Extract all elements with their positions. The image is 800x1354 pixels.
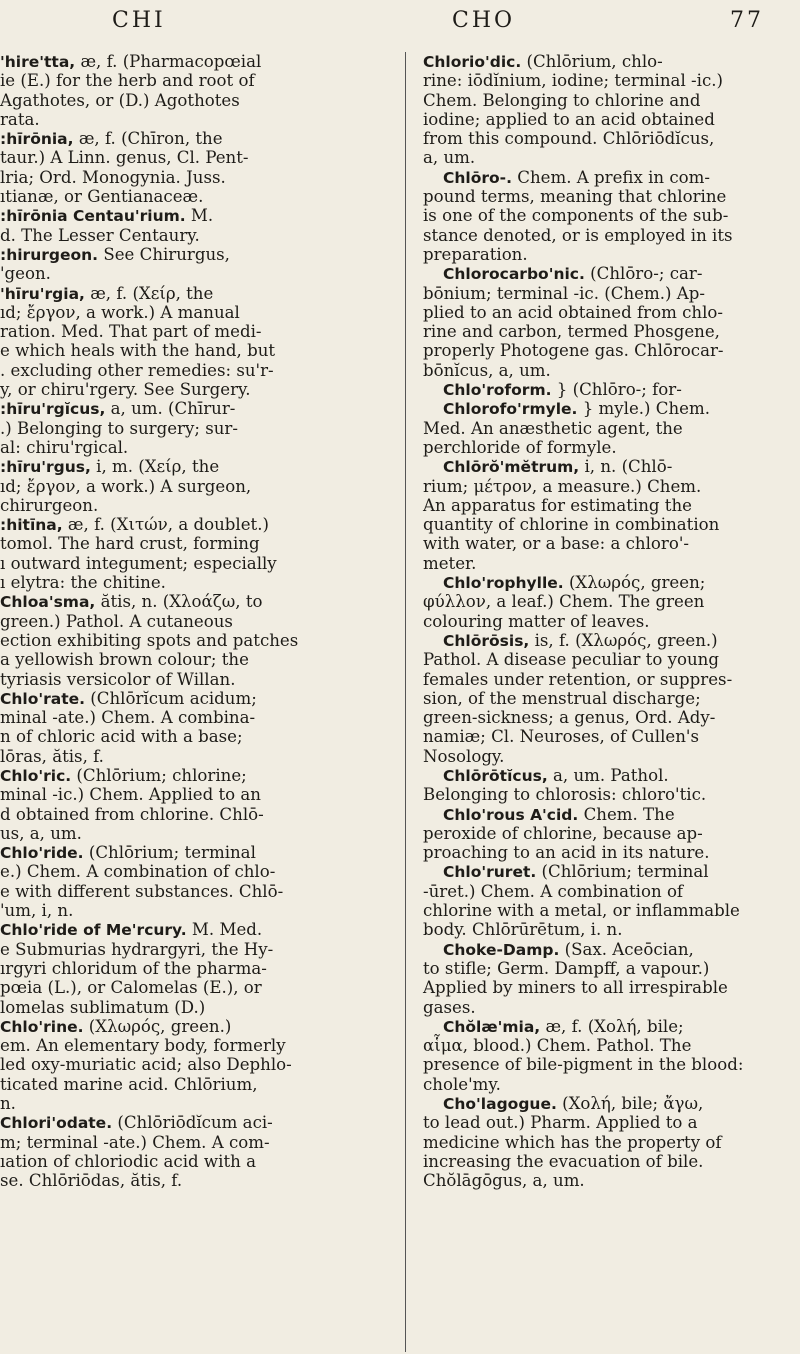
entry-headword: Chlo'rophylle. <box>443 574 564 593</box>
entry-text: minal -ate.) Chem. A combina- <box>0 708 256 728</box>
text-line <box>0 1152 392 1171</box>
entry-text: See Chirurgus, <box>98 244 230 264</box>
entry-text: a, um. Pathol. <box>547 765 669 785</box>
text-line <box>416 91 794 110</box>
entry-text: æ, f. (Pharmacopœial <box>75 52 262 71</box>
entry-headword: :hirurgeon. <box>0 245 99 264</box>
text-line <box>416 843 794 862</box>
text-line <box>0 727 392 746</box>
entry-text: ticated marine acid. Chlōrium, <box>0 1074 258 1094</box>
entry-text: n of chloric acid with a base; <box>0 727 243 747</box>
entry-text: led oxy-muriatic acid; also Dephlo- <box>0 1055 292 1075</box>
entry-headword: :hīru'rgus, <box>0 458 91 477</box>
text-line <box>416 264 794 283</box>
text-line <box>416 670 794 689</box>
text-line <box>0 515 392 534</box>
entry-text: with water, or a base: a chloro'- <box>423 534 690 554</box>
text-line <box>0 380 392 399</box>
text-line <box>0 805 392 824</box>
entry-text: æ, f. (Χολή, bile; <box>540 1016 684 1036</box>
entry-text: e Submurias hydrargyri, the Hy- <box>0 939 274 959</box>
text-line <box>0 226 392 245</box>
text-line <box>416 805 794 824</box>
text-line <box>0 303 392 322</box>
entry-headword: Chlo'ride of Me'rcury. <box>0 921 187 940</box>
text-line <box>416 573 794 592</box>
text-line <box>0 843 392 862</box>
text-line <box>416 1171 794 1190</box>
text-line <box>0 882 392 901</box>
entry-text: rium; μέτρον, a measure.) Chem. <box>423 476 702 496</box>
text-line <box>416 631 794 650</box>
entry-text: d. The Lesser Centaury. <box>0 225 200 245</box>
entry-text: pound terms, meaning that chlorine <box>423 187 727 207</box>
text-line <box>416 477 794 496</box>
entry-text: to stifle; Germ. Dampff, a vapour.) <box>423 958 710 978</box>
text-line <box>0 322 392 341</box>
entry-text: y, or chiru'rgery. See Surgery. <box>0 380 251 400</box>
entry-text: ıtianæ, or Gentianaceæ. <box>0 187 204 207</box>
entry-text: e.) Chem. A combination of chlo- <box>0 862 276 882</box>
entry-text: φύλλον, a leaf.) Chem. The green <box>423 592 705 612</box>
text-line <box>416 1133 794 1152</box>
text-line <box>416 612 794 631</box>
entry-text: females under retention, or suppres- <box>423 669 733 689</box>
entry-text: peroxide of chlorine, because ap- <box>423 823 703 843</box>
text-line <box>0 129 392 148</box>
entry-text: Chem. Belonging to chlorine and <box>423 90 701 110</box>
text-line <box>0 496 392 515</box>
entry-text: Pathol. A disease peculiar to young <box>423 650 719 670</box>
entry-text: ıation of chloriodic acid with a <box>0 1151 256 1171</box>
entry-text: ırgyri chloridum of the pharma- <box>0 958 267 978</box>
text-line <box>416 457 794 476</box>
text-line <box>416 920 794 939</box>
text-line <box>0 71 392 90</box>
entry-text: (Sax. Aceōcian, <box>559 939 694 959</box>
text-line <box>0 612 392 631</box>
entry-text: (Χλωρός, green; <box>563 573 706 593</box>
text-line <box>0 168 392 187</box>
entry-text: ie (E.) for the herb and root of <box>0 71 255 91</box>
text-line <box>416 1055 794 1074</box>
entry-text: lomelas sublimatum (D.) <box>0 997 206 1017</box>
text-line <box>416 438 794 457</box>
entry-text: tomol. The hard crust, forming <box>0 534 260 554</box>
entry-text: ection exhibiting spots and patches <box>0 630 299 650</box>
text-line <box>416 862 794 881</box>
text-line <box>0 1094 392 1113</box>
text-line <box>416 689 794 708</box>
text-line <box>416 766 794 785</box>
text-line <box>0 245 392 264</box>
text-line <box>416 1152 794 1171</box>
text-line <box>0 747 392 766</box>
entry-text: meter. <box>423 553 477 573</box>
text-line <box>0 91 392 110</box>
entry-text: sion, of the menstrual discharge; <box>423 688 701 708</box>
entry-text: presence of bile-pigment in the blood: <box>423 1055 744 1075</box>
entry-text: from this compound. Chlōriōdĭcus, <box>423 129 715 149</box>
entry-text: chlorine with a metal, or inflammable <box>423 901 740 921</box>
text-line <box>416 399 794 418</box>
entry-text: e with different substances. Chlō- <box>0 881 284 901</box>
entry-headword: Chlo'ride. <box>0 844 84 863</box>
page-header <box>0 6 800 46</box>
entry-headword: Chlōrōsis, <box>443 631 530 650</box>
column-divider <box>405 52 406 1352</box>
entry-headword: Chlōrŏ'mĕtrum, <box>443 458 580 477</box>
text-line <box>416 322 794 341</box>
text-line <box>416 1094 794 1113</box>
entry-text: bōnium; terminal -ic. (Chem.) Ap- <box>423 283 705 303</box>
text-line <box>416 110 794 129</box>
entry-text: M. Med. <box>186 920 263 940</box>
entry-headword: 'hire'tta, <box>0 53 76 71</box>
entry-text: (Χολή, bile; ἄγω, <box>556 1094 704 1114</box>
entry-text: is, f. (Χλωρός, green.) <box>529 630 718 650</box>
entry-text: gases. <box>423 997 476 1017</box>
entry-text: se. Chlōriōdas, ătis, f. <box>0 1171 183 1191</box>
entry-text: stance denoted, or is employed in its <box>423 225 733 245</box>
entry-text: tyriasis versicolor of Willan. <box>0 669 236 689</box>
entry-headword: Chlo'rine. <box>0 1017 84 1036</box>
entry-text: (Chlōrium; terminal <box>83 843 256 863</box>
text-line <box>416 129 794 148</box>
running-head-left: CHI <box>112 8 166 33</box>
entry-text: αἷμα, blood.) Chem. Pathol. The <box>423 1036 692 1056</box>
text-line <box>0 708 392 727</box>
entry-text: ı elytra: the chitine. <box>0 573 166 593</box>
entry-headword: :hīrōnia Centau'rium. <box>0 207 186 226</box>
text-line <box>0 959 392 978</box>
entry-headword: Chlo'roform. <box>443 381 552 400</box>
text-line <box>0 187 392 206</box>
entry-text: . excluding other remedies: su'r- <box>0 360 274 380</box>
text-line <box>0 1055 392 1074</box>
text-line <box>0 824 392 843</box>
entry-text: pœia (L.), or Calomelas (E.), or <box>0 978 262 998</box>
text-line <box>416 361 794 380</box>
entry-text: namiæ; Cl. Neuroses, of Cullen's <box>423 727 699 747</box>
text-line <box>416 1113 794 1132</box>
entry-text: minal -ic.) Chem. Applied to an <box>0 785 261 805</box>
entry-text: m; terminal -ate.) Chem. A com- <box>0 1132 270 1152</box>
text-line <box>416 959 794 978</box>
entry-text: (Chlōrium; chlorine; <box>71 765 247 785</box>
entry-text: (Chlōrĭcum acidum; <box>85 688 257 708</box>
entry-text: d obtained from chlorine. Chlō- <box>0 804 264 824</box>
entry-text: e which heals with the hand, but <box>0 341 276 361</box>
text-line <box>0 998 392 1017</box>
entry-text: æ, f. (Χιτών, a doublet.) <box>62 515 269 535</box>
text-line <box>0 785 392 804</box>
entry-text: preparation. <box>423 244 528 264</box>
entry-headword: Chlorofo'rmyle. <box>443 400 578 419</box>
entry-text: plied to an acid obtained from chlo- <box>423 302 723 322</box>
entry-headword: Chlo'rate. <box>0 689 86 708</box>
entry-text: Belonging to chlorosis: chloro'tic. <box>423 785 707 805</box>
entry-text: is one of the components of the sub- <box>423 206 729 226</box>
text-line <box>416 592 794 611</box>
text-line <box>0 592 392 611</box>
text-line <box>416 303 794 322</box>
text-line <box>416 52 794 71</box>
text-line <box>416 71 794 90</box>
text-line <box>0 457 392 476</box>
text-line <box>0 264 392 283</box>
text-line <box>0 361 392 380</box>
entry-text: body. Chlōrūrētum, i. n. <box>423 920 623 940</box>
text-line <box>0 573 392 592</box>
entry-text: ı outward integument; especially <box>0 553 277 573</box>
text-line <box>416 998 794 1017</box>
entry-headword: Chlo'ruret. <box>443 863 537 882</box>
text-line <box>416 727 794 746</box>
entry-headword: :hīru'rgĭcus, <box>0 400 106 419</box>
text-line <box>416 148 794 167</box>
entry-text: -ūret.) Chem. A combination of <box>423 881 684 901</box>
left-column <box>0 52 392 1191</box>
entry-text: Chŏlāgōgus, a, um. <box>423 1171 585 1191</box>
text-line <box>416 380 794 399</box>
entry-text: .) Belonging to surgery; sur- <box>0 418 238 438</box>
entry-headword: Chlori'odate. <box>0 1114 113 1133</box>
entry-text: al: chiru'rgical. <box>0 437 129 457</box>
text-line <box>0 206 392 225</box>
text-line <box>0 284 392 303</box>
text-line <box>416 785 794 804</box>
text-line <box>0 438 392 457</box>
entry-text: Applied by miners to all irrespirable <box>423 978 728 998</box>
entry-headword: Chŏlæ'mia, <box>443 1017 541 1036</box>
entry-text: ration. Med. That part of medi- <box>0 322 262 342</box>
entry-headword: Chlo'rous A'cid. <box>443 805 579 824</box>
entry-text: em. An elementary body, formerly <box>0 1036 286 1056</box>
text-line <box>416 245 794 264</box>
text-line <box>0 1171 392 1190</box>
entry-text: An apparatus for estimating the <box>423 495 692 515</box>
entry-text: quantity of chlorine in combination <box>423 515 720 535</box>
text-line <box>416 206 794 225</box>
entry-headword: Chlōro-. <box>443 168 512 187</box>
text-line <box>416 708 794 727</box>
entry-headword: Chlo'ric. <box>0 766 72 785</box>
text-line <box>416 650 794 669</box>
entry-text: lria; Ord. Monogynia. Juss. <box>0 167 226 187</box>
entry-text: (Χλωρός, green.) <box>83 1016 232 1036</box>
entry-text: æ, f. (Χείρ, the <box>84 283 214 303</box>
text-line <box>0 1113 392 1132</box>
entry-text: i, m. (Χείρ, the <box>90 457 220 477</box>
entry-text: a, um. (Chīrur- <box>105 399 236 419</box>
entry-text: us, a, um. <box>0 823 82 843</box>
entry-text: chirurgeon. <box>0 495 99 515</box>
entry-text: 'um, i, n. <box>0 901 74 921</box>
text-line <box>0 419 392 438</box>
entry-text: (Chlōrium; terminal <box>536 862 709 882</box>
text-line <box>416 978 794 997</box>
entry-text: a yellowish brown colour; the <box>0 650 249 670</box>
entry-text: a, um. <box>423 148 476 168</box>
entry-text: n. <box>0 1094 16 1114</box>
text-line <box>0 670 392 689</box>
right-column <box>416 52 794 1191</box>
text-line <box>416 1036 794 1055</box>
entry-text: to lead out.) Pharm. Applied to a <box>423 1113 698 1133</box>
entry-text: properly Photogene gas. Chlōrocar- <box>423 341 724 361</box>
text-line <box>0 110 392 129</box>
entry-text: ıd; ἔργον, a work.) A surgeon, <box>0 476 252 496</box>
text-line <box>416 901 794 920</box>
entry-text: proaching to an acid in its nature. <box>423 843 710 863</box>
text-line <box>0 920 392 939</box>
entry-text: (Chlōrium, chlo- <box>521 52 663 71</box>
text-line <box>0 554 392 573</box>
entry-headword: :hīrōnia, <box>0 130 74 149</box>
entry-text: colouring matter of leaves. <box>423 611 650 631</box>
text-line <box>416 284 794 303</box>
entry-text: æ, f. (Chīron, the <box>73 129 223 149</box>
text-line <box>0 940 392 959</box>
entry-headword: 'hīru'rgia, <box>0 284 85 303</box>
entry-text: increasing the evacuation of bile. <box>423 1151 704 1171</box>
entry-text: green.) Pathol. A cutaneous <box>0 611 233 631</box>
entry-text: i, n. (Chlō- <box>579 457 673 477</box>
text-line <box>416 824 794 843</box>
text-line <box>416 534 794 553</box>
text-line <box>0 689 392 708</box>
text-line <box>0 1133 392 1152</box>
text-line <box>416 341 794 360</box>
text-line <box>416 226 794 245</box>
entry-text: } (Chlōro-; for- <box>551 380 682 400</box>
text-line <box>0 341 392 360</box>
entry-text: bōnĭcus, a, um. <box>423 360 551 380</box>
text-line <box>416 1017 794 1036</box>
entry-text: M. <box>185 206 214 226</box>
entry-text: (Chlōriōdĭcum aci- <box>112 1113 273 1133</box>
entry-text: Agathotes, or (D.) Agothotes <box>0 90 240 110</box>
text-line <box>416 515 794 534</box>
entry-headword: :hitīna, <box>0 516 63 535</box>
text-line <box>0 477 392 496</box>
text-line <box>0 399 392 418</box>
text-line <box>416 554 794 573</box>
entry-text: Chem. A prefix in com- <box>512 167 710 187</box>
text-line <box>0 1036 392 1055</box>
page-number: 77 <box>730 8 764 33</box>
text-line <box>0 901 392 920</box>
text-line <box>416 882 794 901</box>
entry-text: Med. An anæsthetic agent, the <box>423 418 683 438</box>
text-line <box>416 1075 794 1094</box>
text-line <box>416 187 794 206</box>
entry-text: medicine which has the property of <box>423 1132 722 1152</box>
entry-text: green-sickness; a genus, Ord. Ady- <box>423 708 716 728</box>
text-line <box>0 148 392 167</box>
entry-text: taur.) A Linn. genus, Cl. Pent- <box>0 148 249 168</box>
entry-text: perchloride of formyle. <box>423 437 617 457</box>
text-line <box>0 978 392 997</box>
entry-text: chole'my. <box>423 1074 501 1094</box>
entry-text: } myle.) Chem. <box>577 399 711 419</box>
entry-headword: Choke-Damp. <box>443 940 560 959</box>
text-line <box>416 940 794 959</box>
text-line <box>0 650 392 669</box>
entry-text: 'geon. <box>0 264 51 284</box>
text-line <box>0 766 392 785</box>
text-line <box>416 496 794 515</box>
text-line <box>0 631 392 650</box>
entry-text: iodine; applied to an acid obtained <box>423 109 715 129</box>
entry-text: ıd; ἔργον, a work.) A manual <box>0 302 240 322</box>
text-line <box>416 168 794 187</box>
entry-text: rata. <box>0 109 40 129</box>
text-line <box>0 1075 392 1094</box>
entry-headword: Chlōrōtĭcus, <box>443 766 548 785</box>
entry-text: Nosology. <box>423 746 505 766</box>
text-line <box>0 52 392 71</box>
entry-headword: Chlorio'dic. <box>423 53 522 71</box>
entry-text: rine and carbon, termed Phosgene, <box>423 322 720 342</box>
entry-text: lōras, ătis, f. <box>0 746 104 766</box>
entry-headword: Chloa'sma, <box>0 593 96 612</box>
text-line <box>0 1017 392 1036</box>
entry-headword: Chlorocarbo'nic. <box>443 265 585 284</box>
entry-headword: Cho'lagogue. <box>443 1095 557 1114</box>
running-head-center: CHO <box>452 8 516 33</box>
entry-text: Chem. The <box>578 804 675 824</box>
entry-text: rine: iōdĭnium, iodine; terminal -ic.) <box>423 71 723 91</box>
entry-text: ătis, n. (Χλοάζω, to <box>95 592 263 612</box>
text-line <box>416 747 794 766</box>
text-line <box>0 534 392 553</box>
text-line <box>416 419 794 438</box>
entry-text: (Chlōro-; car- <box>584 264 703 284</box>
text-line <box>0 862 392 881</box>
